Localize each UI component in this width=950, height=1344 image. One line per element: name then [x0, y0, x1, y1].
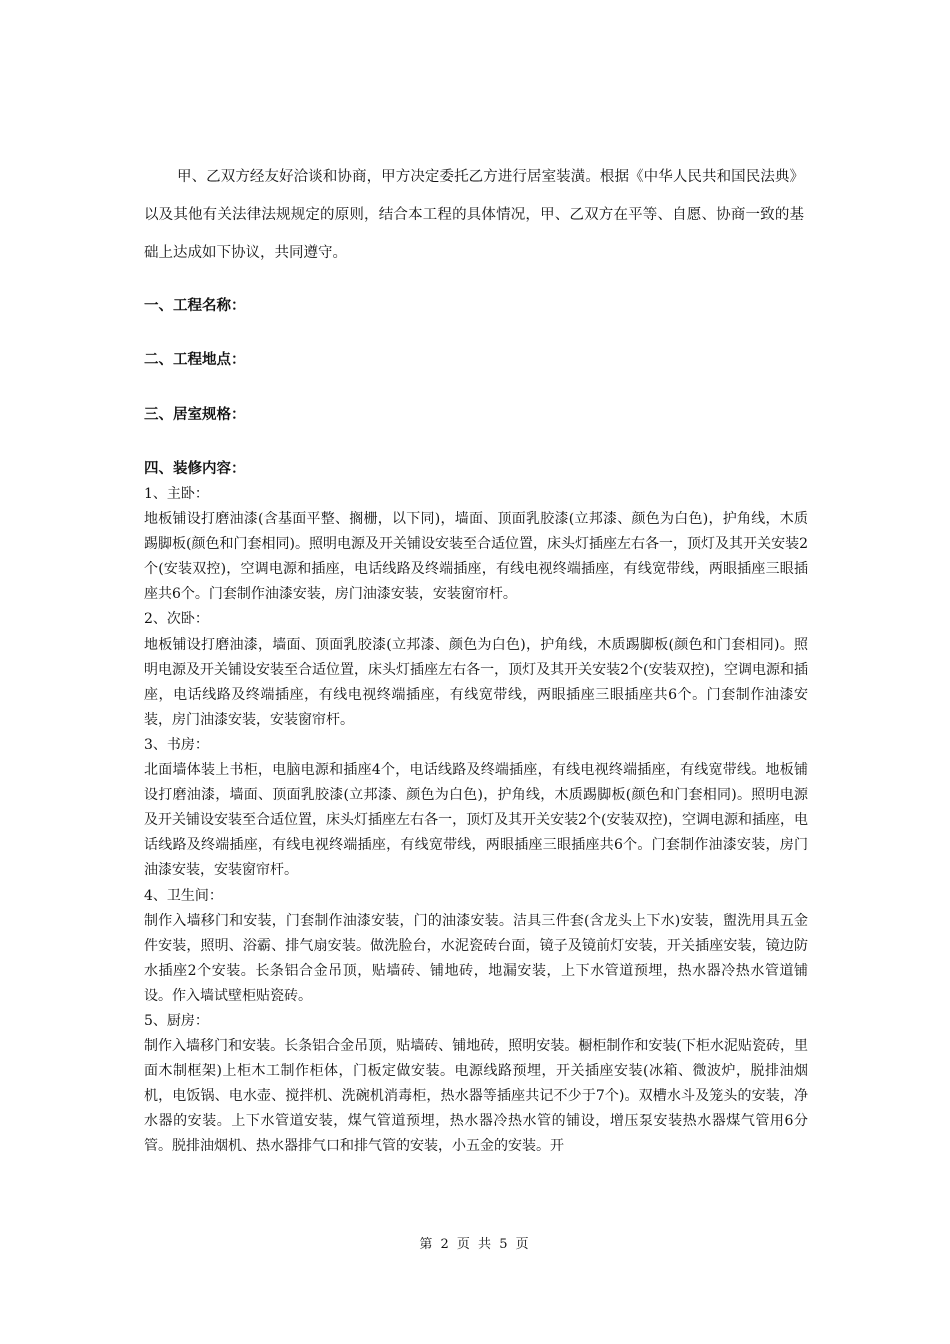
heading-project-location: 二、工程地点：: [144, 352, 246, 368]
section-label: 1、主卧：: [144, 486, 209, 502]
section-label: 3、书房：: [144, 736, 209, 753]
page-footer: 第 2 页 共 5 页: [419, 1237, 531, 1252]
section-text: 制作入墙移门和安装。长条铝合金吊顶，贴墙砖、铺地砖，照明安装。橱柜制作和安装(下柜水泥贴瓷砖，里面木制框架)上柜木工制作柜体，门板定做安装。电源线路预埋，开关插座安装(冰箱、微波炉，脱排油烟机，电饭锅、电水壶、搅拌机、洗碗机消毒柜，热水器等插座共记不少于7个)。双槽水斗及笼头的安装，净水器的安装。上下水管道安装，煤气管道预埋，热水器冷热水管的铺设，增压泵安装热水器煤气管用6分管。脱排油烟机、热水器排气口和排气管的安装，小五金的安装。开: [144, 1038, 808, 1155]
section-text: 北面墙体装上书柜，电脑电源和插座4个，电话线路及终端插座，有线电视终端插座，有线宽带线。地板铺设打磨油漆，墙面、顶面乳胶漆(立邦漆、颜色为白色)，护角线，木质踢脚板(颜色和门套相同)。照明电源及开关铺设安装至合适位置，床头灯插座左右各一，顶灯及其开关安装2个(安装双控)，空调电源和插座，电话线路及终端插座，有线电视终端插座，有线宽带线，两眼插座三眼插座共6个。门套制作油漆安装，房门油漆安装，安装窗帘杆。: [144, 762, 808, 879]
heading-project-name: 一、工程名称：: [144, 298, 246, 314]
section-label: 4、卫生间：: [144, 887, 223, 904]
section-label: 5、厨房：: [144, 1012, 209, 1029]
intro-paragraph: 甲、乙双方经友好洽谈和协商，甲方决定委托乙方进行居室装潢。根据《中华人民共和国民法典》以及其他有关法律法规规定的原则，结合本工程的具体情况，甲、乙双方在平等、自愿、协商一致的基础上达成如下协议，共同遵守。: [144, 169, 804, 261]
section-text: 制作入墙移门和安装，门套制作油漆安装，门的油漆安装。洁具三件套(含龙头上下水)安装，盥洗用具五金件安装，照明、浴霸、排气扇安装。做洗脸台，水泥瓷砖台面，镜子及镜前灯安装，开关插座安装，镜边防水插座2个安装。长条铝合金吊顶，贴墙砖、铺地砖，地漏安装，上下水管道预埋，热水器冷热水管道铺设。作入墙试壁柜贴瓷砖。: [144, 912, 808, 1004]
heading-room-spec: 三、居室规格：: [144, 407, 246, 423]
section-text: 地板铺设打磨油漆，墙面、顶面乳胶漆(立邦漆、颜色为白色)，护角线，木质踢脚板(颜色和门套相同)。照明电源及开关铺设安装至合适位置，床头灯插座左右各一，顶灯及其开关安装2个(安装双控)，空调电源和插座，电话线路及终端插座，有线电视终端插座，有线宽带线，两眼插座三眼插座共6个。门套制作油漆安装，房门油漆安装，安装窗帘杆。: [144, 636, 808, 728]
heading-renovation-content: 四、装修内容：: [144, 461, 246, 477]
renovation-content-body: [144, 482, 808, 1160]
section-text: 地板铺设打磨油漆(含基面平整、搁栅，以下同)，墙面、顶面乳胶漆(立邦漆、颜色为白色)，护角线，木质踢脚板(颜色和门套相同)。照明电源及开关铺设安装至合适位置，床头灯插座左右各一，顶灯及其开关安装2个(安装双控)，空调电源和插座，电话线路及终端插座，有线电视终端插座，有线宽带线，两眼插座三眼插座共6个。门套制作油漆安装，房门油漆安装，安装窗帘杆。: [144, 511, 808, 603]
section-label: 2、次卧：: [144, 611, 209, 628]
